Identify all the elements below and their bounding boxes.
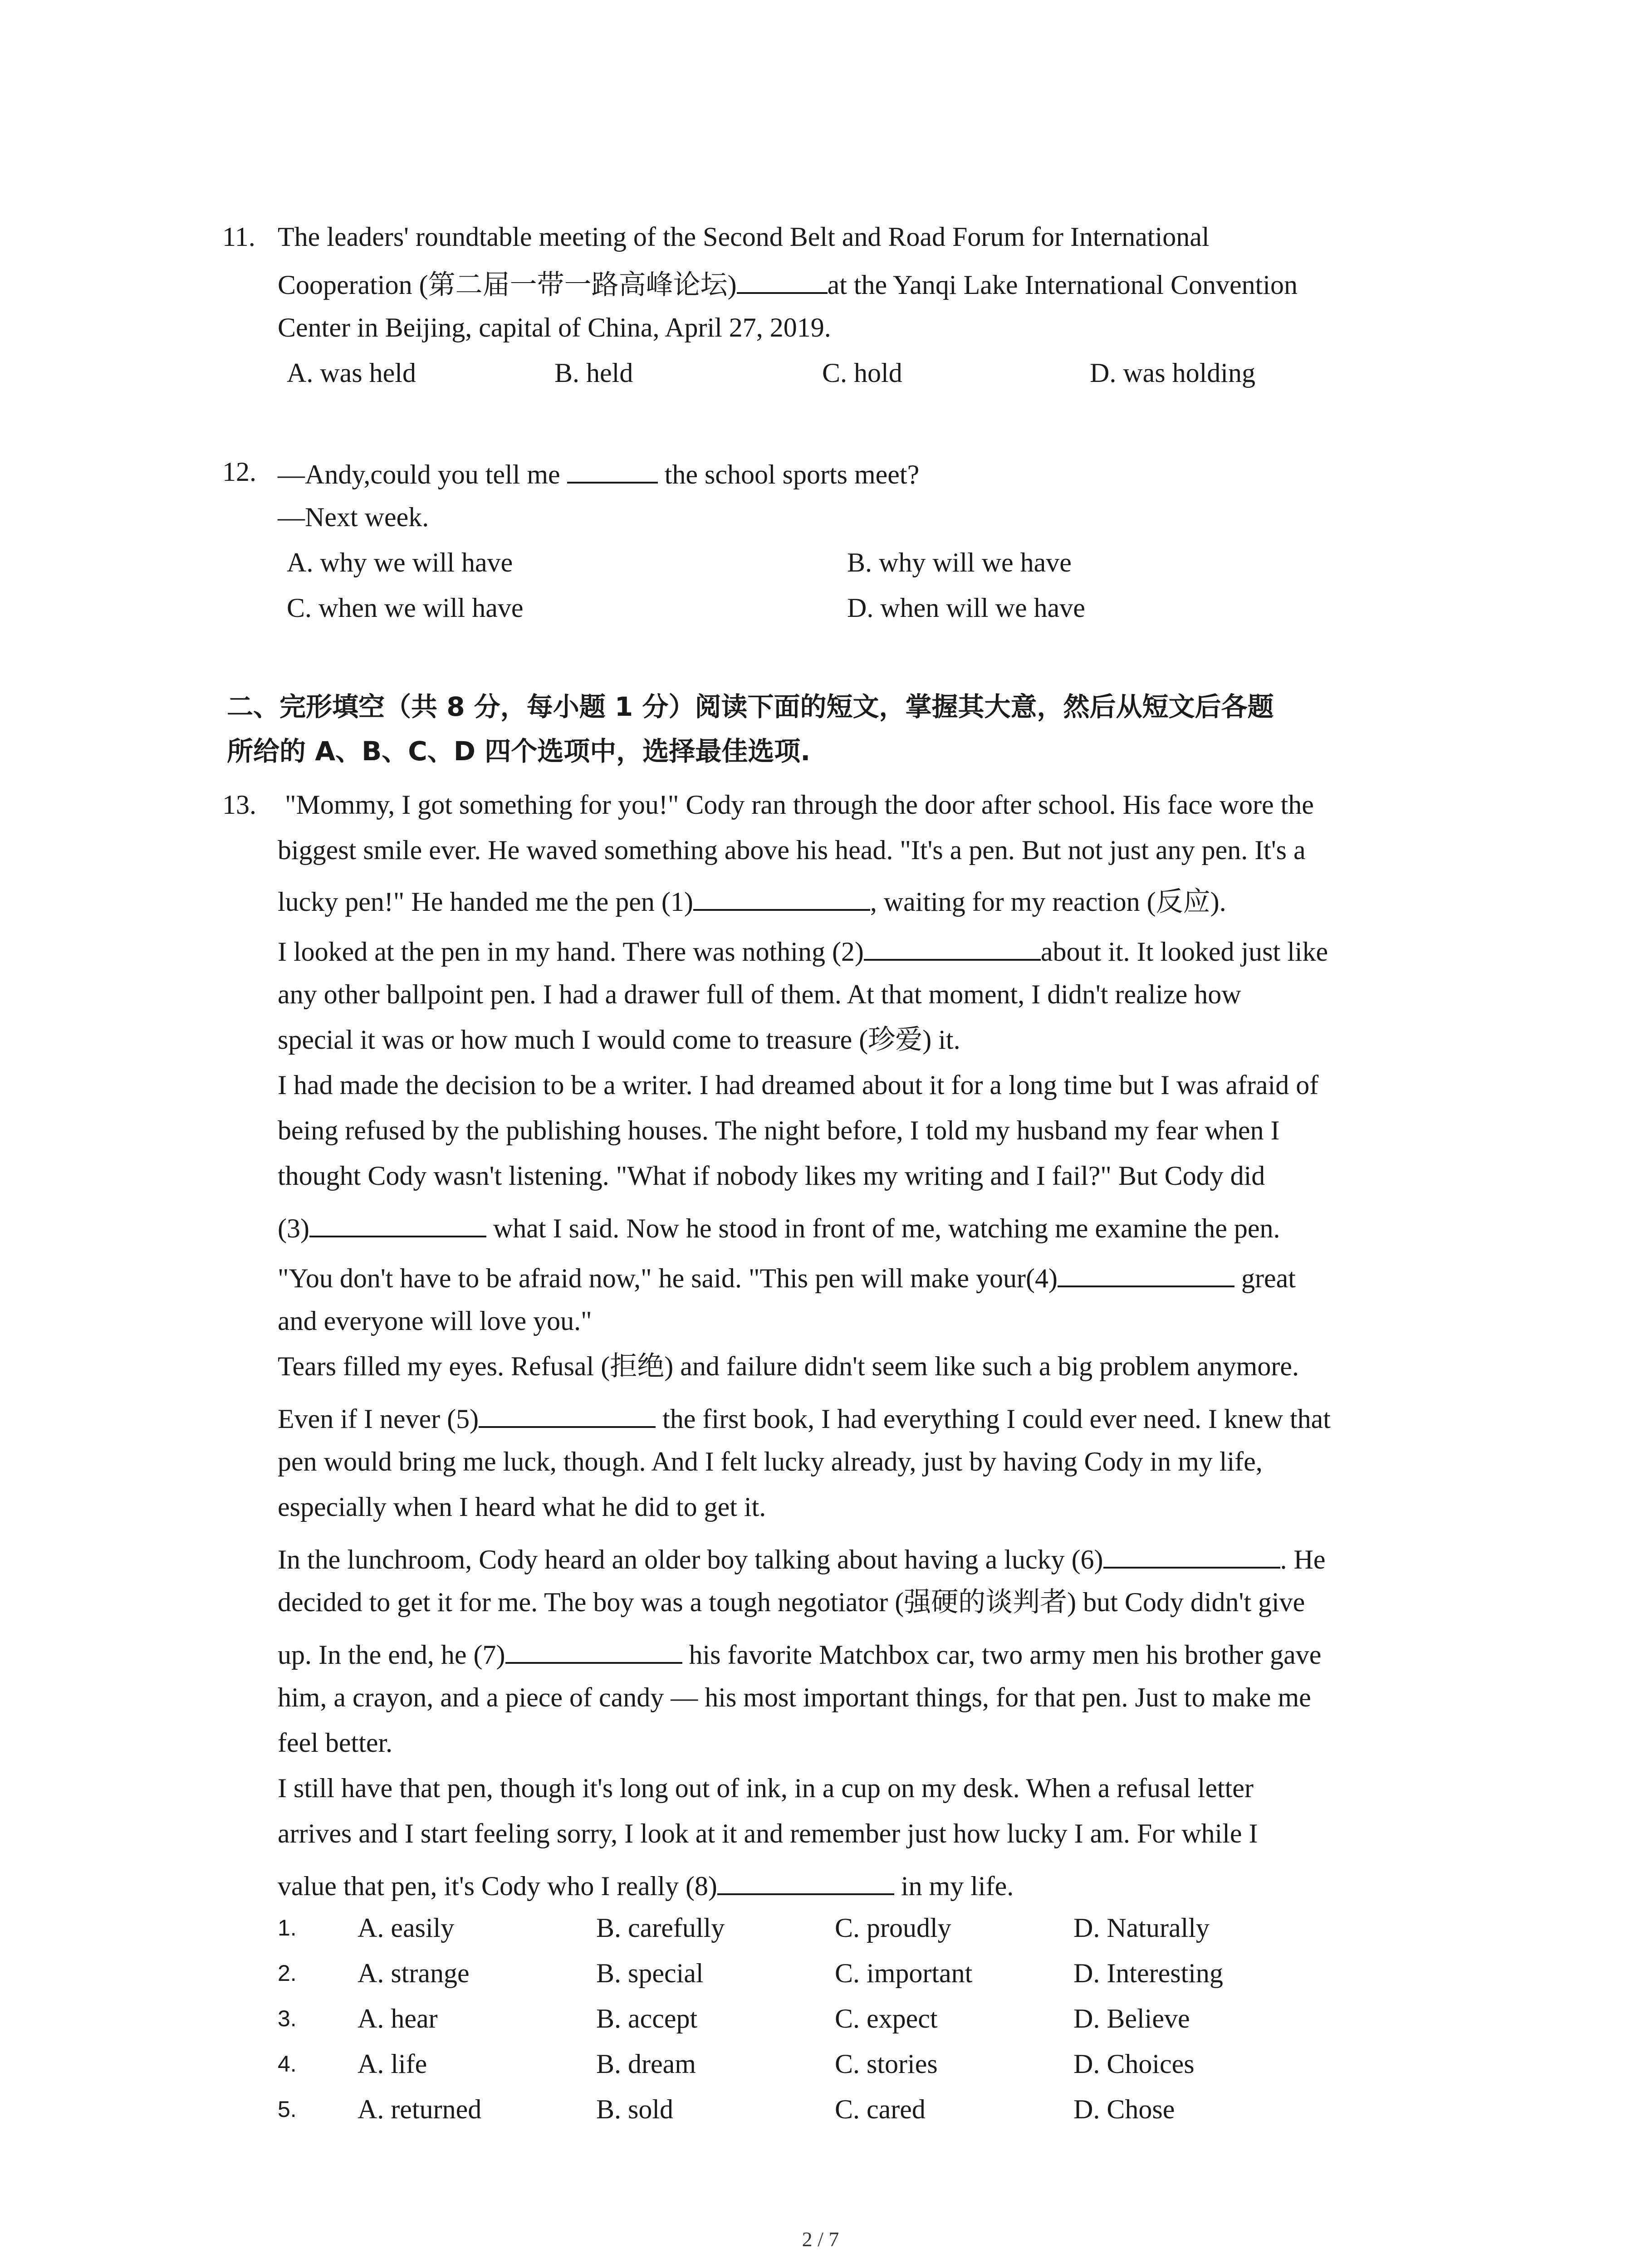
passage-line: biggest smile ever. He waved something above his head. "It's a pen. But not just any pen. It's a <box>278 835 1306 865</box>
sub-question-5-option-b: B. sold <box>596 2094 674 2124</box>
question-11-option-a: A. was held <box>287 358 416 388</box>
question-12-option-a: A. why we will have <box>287 547 513 577</box>
blank-1 <box>693 881 870 911</box>
sub-question-3-option-c: C. expect <box>835 2004 938 2033</box>
sub-question-1-option-c: C. proudly <box>835 1913 951 1943</box>
passage-line: Tears filled my eyes. Refusal (拒绝) and failure didn't seem like such a big problem anymore. <box>278 1351 1299 1381</box>
passage-line: up. In the end, he (7) his favorite Matchbox car, two army men his brother gave <box>278 1634 1321 1673</box>
question-12-option-d: D. when will we have <box>847 593 1085 623</box>
section-2-heading-line-2: 所给的 A、B、C、D 四个选项中，选择最佳选项. <box>227 736 811 767</box>
blank-5 <box>479 1398 656 1428</box>
passage-line: I had made the decision to be a writer. I had dreamed about it for a long time but I was afraid of <box>278 1070 1319 1100</box>
blank-3 <box>309 1207 486 1237</box>
question-12-line-1: —Andy,could you tell me the school sports meet? <box>278 454 919 493</box>
passage-line: Even if I never (5) the first book, I had everything I could ever need. I knew that <box>278 1398 1331 1437</box>
question-12-option-c: C. when we will have <box>287 593 524 623</box>
blank-6 <box>1103 1539 1280 1569</box>
sub-question-3-option-b: B. accept <box>596 2004 698 2033</box>
sub-question-1-option-d: D. Naturally <box>1073 1913 1210 1943</box>
question-12-number: 12. <box>222 457 256 487</box>
sub-question-5-number: 5. <box>278 2097 297 2122</box>
question-11-number: 11. <box>222 222 255 252</box>
section-2-heading-line-1: 二、完形填空（共 8 分，每小题 1 分）阅读下面的短文，掌握其大意，然后从短文后各题 <box>227 691 1274 722</box>
question-11-line-2: Cooperation (第二届一带一路高峰论坛) at the Yanqi Lake International Convention <box>278 264 1298 303</box>
passage-line: arrives and I start feeling sorry, I look at it and remember just how lucky I am. For while I <box>278 1818 1258 1848</box>
sub-question-2-option-a: A. strange <box>358 1958 470 1988</box>
question-11-line-3: Center in Beijing, capital of China, April 27, 2019. <box>278 313 831 342</box>
blank-8 <box>717 1865 894 1895</box>
blank-7 <box>505 1634 682 1664</box>
sub-question-2-option-d: D. Interesting <box>1073 1958 1223 1988</box>
passage-line: I looked at the pen in my hand. There was nothing (2) about it. It looked just like <box>278 931 1328 970</box>
passage-line: being refused by the publishing houses. The night before, I told my husband my fear when I <box>278 1115 1280 1145</box>
question-13-number: 13. <box>222 790 256 820</box>
passage-line: pen would bring me luck, though. And I felt lucky already, just by having Cody in my life, <box>278 1447 1263 1476</box>
sub-question-5-option-d: D. Chose <box>1073 2094 1175 2124</box>
blank-4 <box>1058 1257 1234 1287</box>
sub-question-3-option-a: A. hear <box>358 2004 438 2033</box>
passage-line: thought Cody wasn't listening. "What if nobody likes my writing and I fail?" But Cody did <box>278 1161 1265 1191</box>
question-11-line-1: The leaders' roundtable meeting of the Second Belt and Road Forum for International <box>278 222 1210 252</box>
sub-question-1-option-a: A. easily <box>358 1913 455 1943</box>
passage-line: special it was or how much I would come to treasure (珍爱) it. <box>278 1025 960 1055</box>
question-11-option-b: B. held <box>554 358 633 388</box>
passage-line: any other ballpoint pen. I had a drawer full of them. At that moment, I didn't realize how <box>278 979 1241 1009</box>
question-11-option-c: C. hold <box>822 358 902 388</box>
sub-question-4-option-b: B. dream <box>596 2049 696 2079</box>
passage-line: value that pen, it's Cody who I really (8) in my life. <box>278 1865 1014 1904</box>
sub-question-4-option-d: D. Choices <box>1073 2049 1195 2079</box>
sub-question-2-option-b: B. special <box>596 1958 704 1988</box>
sub-question-4-number: 4. <box>278 2051 297 2077</box>
sub-question-2-number: 2. <box>278 1960 297 1986</box>
passage-line: "You don't have to be afraid now," he said. "This pen will make your(4) great <box>278 1257 1296 1296</box>
question-12-option-b: B. why will we have <box>847 547 1072 577</box>
passage-line: decided to get it for me. The boy was a tough negotiator (强硬的谈判者) but Cody didn't give <box>278 1587 1305 1617</box>
question-11-option-d: D. was holding <box>1090 358 1255 388</box>
sub-question-1-option-b: B. carefully <box>596 1913 725 1943</box>
page-number: 2 / 7 <box>802 2228 839 2251</box>
sub-question-1-number: 1. <box>278 1915 297 1941</box>
answer-blank <box>737 264 828 294</box>
passage-line: I still have that pen, though it's long out of ink, in a cup on my desk. When a refusal letter <box>278 1773 1254 1803</box>
passage-line: him, a crayon, and a piece of candy — his most important things, for that pen. Just to make me <box>278 1682 1311 1712</box>
question-12-line-2: —Next week. <box>278 502 429 532</box>
passage-line: especially when I heard what he did to get it. <box>278 1492 766 1522</box>
sub-question-2-option-c: C. important <box>835 1958 973 1988</box>
answer-blank <box>567 454 658 484</box>
passage-line: In the lunchroom, Cody heard an older boy talking about having a lucky (6) . He <box>278 1539 1326 1578</box>
sub-question-4-option-c: C. stories <box>835 2049 938 2079</box>
sub-question-5-option-c: C. cared <box>835 2094 926 2124</box>
passage-line: "Mommy, I got something for you!" Cody ran through the door after school. His face wore the <box>285 790 1314 820</box>
passage-line: feel better. <box>278 1728 393 1758</box>
passage-line: lucky pen!" He handed me the pen (1) , waiting for my reaction (反应). <box>278 881 1226 920</box>
sub-question-4-option-a: A. life <box>358 2049 427 2079</box>
sub-question-3-number: 3. <box>278 2006 297 2031</box>
passage-line: and everyone will love you." <box>278 1306 592 1336</box>
sub-question-5-option-a: A. returned <box>358 2094 482 2124</box>
blank-2 <box>864 931 1041 961</box>
sub-question-3-option-d: D. Believe <box>1073 2004 1190 2033</box>
passage-line: (3) what I said. Now he stood in front of me, watching me examine the pen. <box>278 1207 1280 1246</box>
